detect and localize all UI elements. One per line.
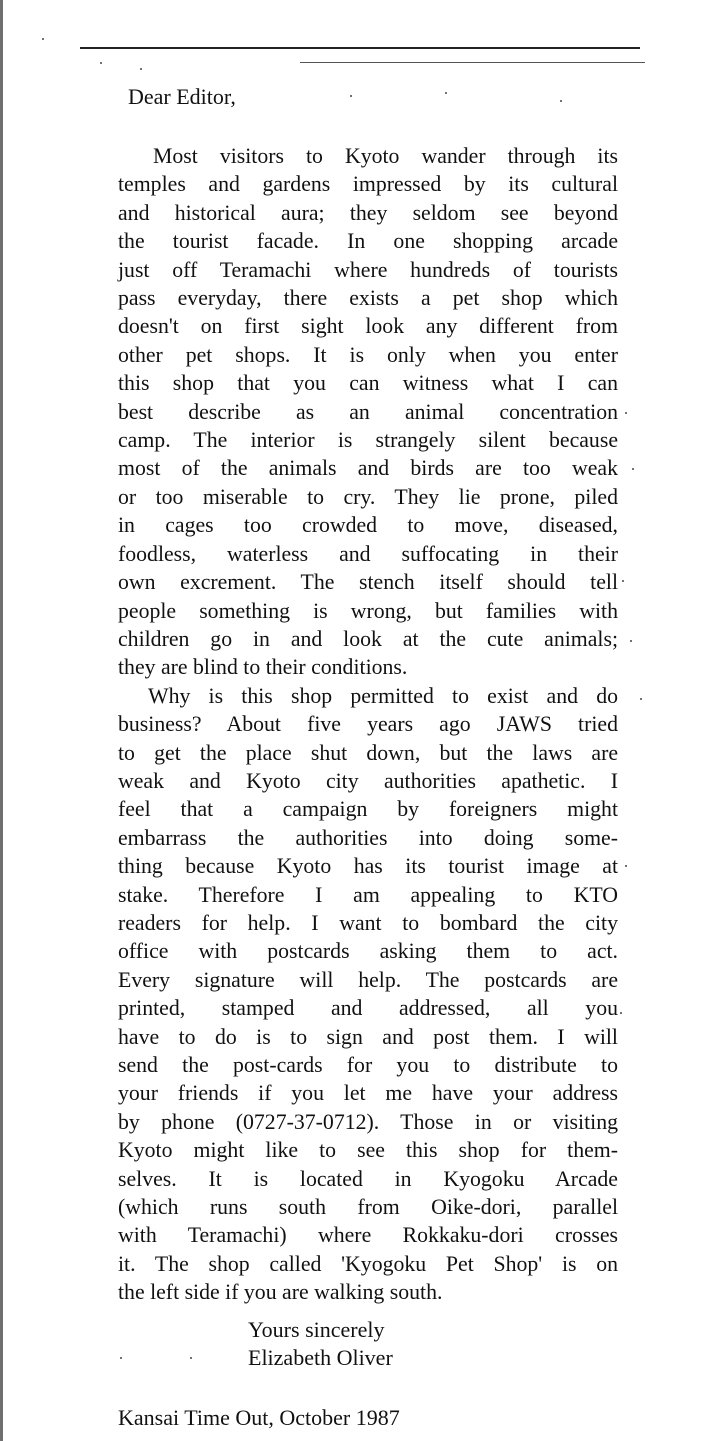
salutation: Dear Editor, (128, 84, 236, 109)
body-line: and historical aura; they seldom see beyond (118, 200, 618, 225)
body-line: stake. Therefore I am appealing to KTO (118, 882, 618, 907)
scan-speck (560, 100, 562, 102)
body-line: the tourist facade. In one shopping arcade (118, 229, 618, 254)
body-line: readers for help. I want to bombard the city (118, 910, 618, 935)
body-line: people something is wrong, but families with (118, 598, 618, 623)
body-line: Why is this shop permitted to exist and do (148, 683, 618, 708)
scan-speck (120, 1357, 122, 1359)
body-line: printed, stamped and addressed, all you (118, 996, 618, 1021)
source-citation: Kansai Time Out, October 1987 (118, 1405, 400, 1430)
body-line: (which runs south from Oike-dori, parallel (118, 1195, 618, 1220)
body-line: foodless, waterless and suffocating in their (118, 541, 618, 566)
body-line: pass everyday, there exists a pet shop which (118, 286, 618, 311)
body-line: business? About five years ago JAWS tried (118, 712, 618, 737)
body-line: Most visitors to Kyoto wander through its (153, 144, 618, 168)
body-line: selves. It is located in Kyogoku Arcade (118, 1166, 618, 1191)
body-line: children go in and look at the cute animals; (118, 626, 618, 651)
scan-speck (640, 698, 642, 700)
body-line: most of the animals and birds are too weak (118, 456, 618, 481)
body-line: Every signature will help. The postcards are (118, 967, 618, 992)
body-line: temples and gardens impressed by its cultural (118, 172, 618, 197)
body-line: own excrement. The stench itself should tell (118, 570, 618, 595)
scan-speck (445, 92, 447, 94)
scan-speck (620, 1012, 622, 1014)
scan-speck (100, 62, 102, 64)
letter-body (118, 142, 618, 1307)
body-line: with Teramachi) where Rokkaku-dori crosses (118, 1223, 618, 1248)
body-line: your friends if you let me have your address (118, 1081, 618, 1106)
body-line: to get the place shut down, but the laws are (118, 740, 618, 765)
letter-closing (248, 1316, 393, 1372)
body-line: send the post-cards for you to distribute to (118, 1053, 618, 1077)
body-line: by phone (0727-37-0712). Those in or visiting (118, 1109, 618, 1134)
scan-speck (625, 865, 627, 867)
body-line: just off Teramachi where hundreds of tourists (118, 257, 618, 282)
body-line: it. The shop called 'Kyogoku Pet Shop' is on (118, 1251, 618, 1276)
body-line: this shop that you can witness what I can (118, 371, 618, 396)
body-line: Kyoto might like to see this shop for them- (118, 1138, 618, 1163)
body-line: in cages too crowded to move, diseased, (118, 513, 618, 538)
body-line: thing because Kyoto has its tourist image at (118, 854, 618, 879)
body-line: embarrass the authorities into doing some- (118, 825, 618, 850)
scan-speck (350, 95, 352, 97)
scan-speck (622, 580, 624, 582)
scan-edge (0, 0, 3, 1441)
body-line: camp. The interior is strangely silent because (118, 428, 618, 453)
scan-speck (632, 468, 634, 470)
body-line: have to do is to sign and post them. I will (118, 1024, 618, 1049)
body-line: best describe as an animal concentration (118, 399, 618, 424)
scan-speck (625, 412, 627, 414)
closing-phrase: Yours sincerely (248, 1317, 385, 1342)
body-line: feel that a campaign by foreigners might (118, 797, 618, 822)
scan-speck (140, 68, 142, 70)
scan-speck (190, 1357, 192, 1359)
body-line: they are blind to their conditions. (118, 655, 408, 680)
body-line: weak and Kyoto city authorities apathetic. I (118, 768, 618, 793)
scan-speck (42, 38, 44, 40)
body-line: other pet shops. It is only when you enter (118, 342, 618, 367)
signature-name: Elizabeth Oliver (248, 1345, 393, 1370)
body-line: doesn't on first sight look any different from (118, 314, 618, 339)
top-rule (80, 47, 640, 49)
body-line: or too miserable to cry. They lie prone, piled (118, 484, 618, 509)
scan-speck (630, 640, 632, 642)
top-rule-thin (300, 62, 645, 63)
body-line: office with postcards asking them to act. (118, 939, 618, 964)
body-line: the left side if you are walking south. (118, 1280, 443, 1305)
